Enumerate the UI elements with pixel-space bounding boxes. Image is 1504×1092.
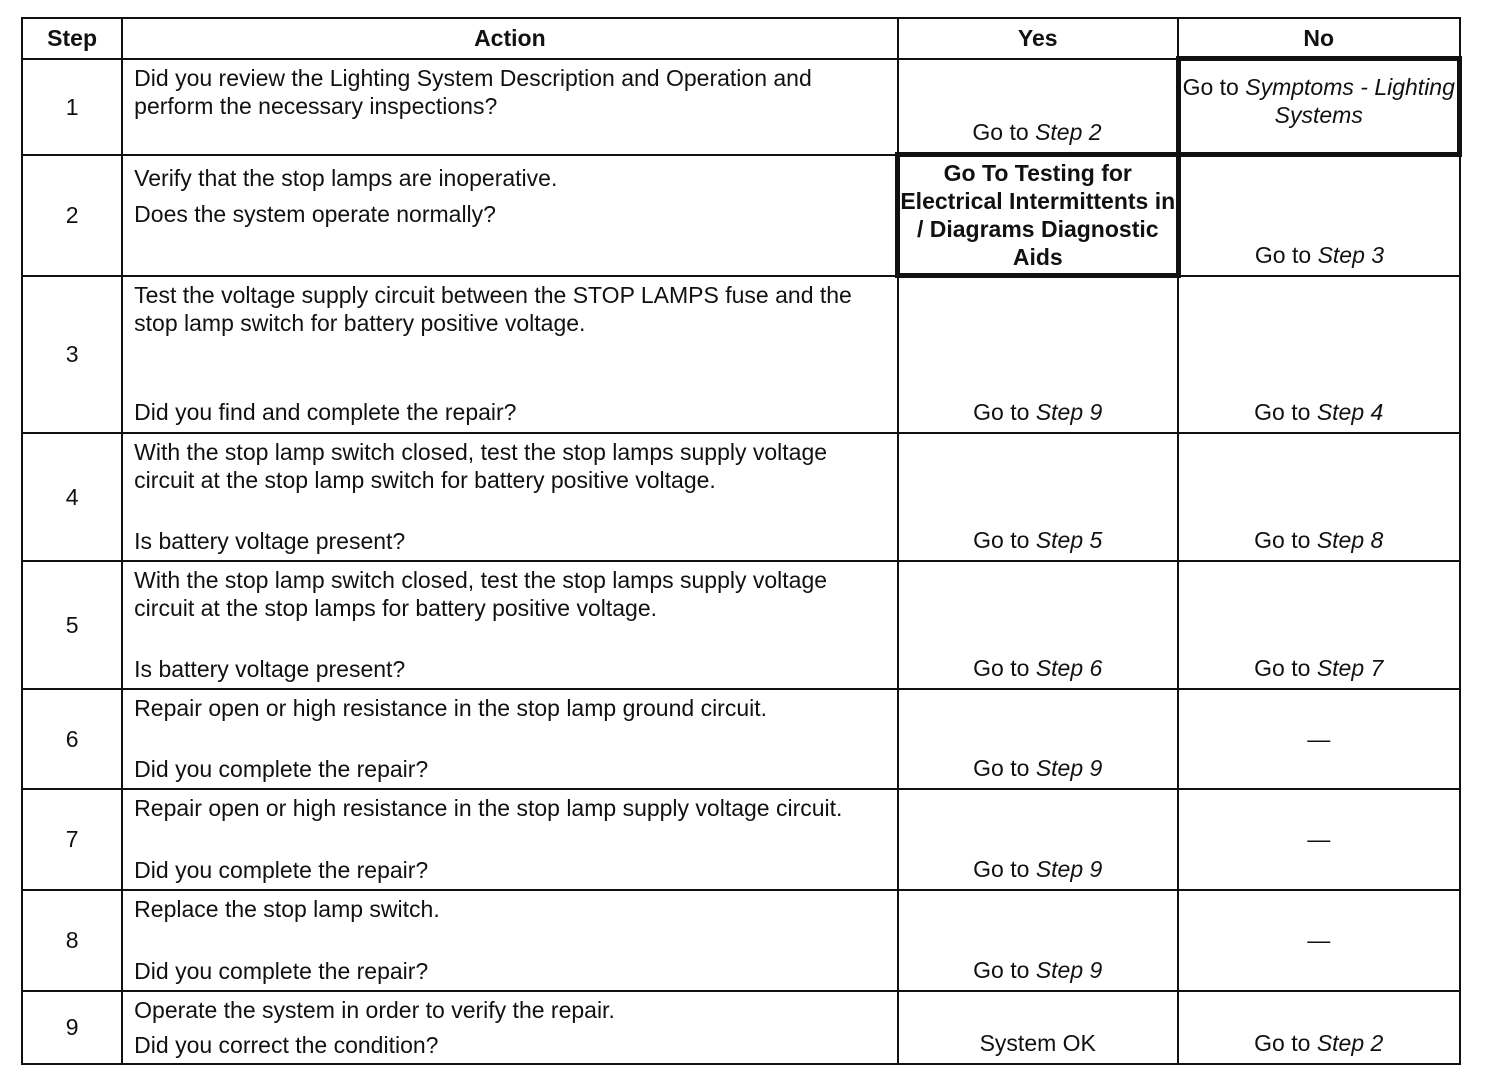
action-cell (122, 789, 897, 890)
no-cell (1178, 890, 1460, 991)
action-text: Operate the system in order to verify the repair. (134, 996, 615, 1023)
action-text: Repair open or high resistance in the stop lamp ground circuit. (134, 694, 768, 721)
diagnostic-table (21, 17, 1462, 1065)
no-cell (1178, 561, 1460, 689)
yes-step-link[interactable]: Step 9 (1035, 956, 1103, 983)
no-cell (1178, 433, 1460, 561)
action-question: Did you find and complete the repair? (134, 398, 517, 425)
yes-prefix: Go to (973, 855, 1036, 882)
step-number: 5 (22, 561, 122, 689)
step-number: 6 (22, 689, 122, 789)
table-row (22, 276, 1460, 433)
action-text: With the stop lamp switch closed, test the stop lamps supply voltage circuit at the stop lamps for battery positive voltage. (134, 566, 828, 621)
no-step-link[interactable]: Step 3 (1317, 241, 1385, 268)
no-prefix: Go to (1254, 398, 1317, 425)
yes-cell (898, 689, 1178, 789)
step-number: 2 (22, 155, 122, 276)
action-cell (122, 890, 897, 991)
action-text: Repair open or high resistance in the stop lamp supply voltage circuit. (134, 794, 843, 821)
yes-step-link[interactable]: Step 5 (1035, 526, 1103, 553)
table-row (22, 59, 1460, 155)
action-text: Did you review the Lighting System Description and Operation and perform the necessary inspections? (134, 64, 812, 119)
header-step: Step (22, 18, 122, 59)
action-cell (122, 276, 897, 433)
yes-cell (898, 890, 1178, 991)
no-step-link[interactable]: Step 2 (1316, 1029, 1384, 1056)
action-text: Verify that the stop lamps are inoperative. (134, 164, 558, 191)
table-row (22, 561, 1460, 689)
table-row (22, 789, 1460, 890)
table-row (22, 689, 1460, 789)
action-question: Did you complete the repair? (134, 755, 429, 782)
no-step-link[interactable]: Step 4 (1316, 398, 1384, 425)
yes-prefix: Go to (973, 398, 1036, 425)
action-question: Did you complete the repair? (134, 856, 429, 883)
action-cell (122, 991, 897, 1064)
no-cell (1178, 59, 1460, 155)
action-question: Is battery voltage present? (134, 655, 406, 682)
header-no: No (1178, 18, 1460, 59)
header-action: Action (122, 18, 897, 59)
step-number: 8 (22, 890, 122, 991)
no-dash: — (1307, 927, 1331, 953)
yes-cell (898, 561, 1178, 689)
yes-cell (898, 59, 1178, 155)
action-cell (122, 155, 897, 276)
no-cell (1178, 155, 1460, 276)
table-row (22, 890, 1460, 991)
no-dash: — (1307, 725, 1331, 752)
yes-prefix: Go to (973, 754, 1036, 781)
no-cell (1178, 689, 1460, 789)
action-text: With the stop lamp switch closed, test the stop lamps supply voltage circuit at the stop lamp switch for battery positive voltage. (134, 438, 828, 493)
action-cell (122, 59, 897, 155)
no-prefix: Go to (1254, 1029, 1317, 1056)
action-question: Is battery voltage present? (134, 527, 406, 554)
header-row (22, 18, 1460, 59)
action-text: Test the voltage supply circuit between the STOP LAMPS fuse and the stop lamp switch for battery positive voltage. (134, 281, 852, 336)
no-symptoms-link[interactable]: Symptoms - Lighting Systems (1245, 74, 1455, 128)
yes-cell (898, 276, 1178, 433)
action-question: Does the system operate normally? (134, 200, 496, 227)
step-number: 3 (22, 276, 122, 433)
table-row (22, 155, 1460, 276)
action-text: Replace the stop lamp switch. (134, 895, 440, 922)
step-number: 4 (22, 433, 122, 561)
yes-prefix: Go to (973, 526, 1036, 553)
no-step-link[interactable]: Step 7 (1316, 654, 1384, 681)
yes-step-link[interactable]: Step 2 (1035, 119, 1102, 145)
step-number: 1 (22, 59, 122, 155)
yes-step-link[interactable]: Step 6 (1035, 654, 1103, 681)
action-question: Did you complete the repair? (134, 957, 429, 984)
table-row (22, 991, 1460, 1064)
no-cell (1178, 276, 1460, 433)
step-number: 7 (22, 789, 122, 890)
yes-step-link[interactable]: Step 9 (1035, 398, 1103, 425)
yes-text: System OK (979, 1029, 1096, 1056)
yes-prefix: Go to (973, 956, 1036, 983)
no-prefix: Go to (1254, 241, 1318, 268)
action-cell (122, 433, 897, 561)
no-step-link[interactable]: Step 8 (1316, 526, 1384, 553)
table-row (22, 433, 1460, 561)
yes-testing-link[interactable]: Go To Testing for Electrical Intermittents in / Diagrams Diagnostic Aids (900, 160, 1176, 270)
no-cell (1178, 991, 1460, 1064)
yes-step-link[interactable]: Step 9 (1035, 754, 1103, 781)
yes-cell (898, 991, 1178, 1064)
yes-cell (898, 789, 1178, 890)
no-dash: — (1307, 826, 1331, 852)
no-prefix: Go to (1182, 74, 1246, 100)
no-prefix: Go to (1254, 654, 1317, 681)
action-cell (122, 561, 897, 689)
yes-cell (898, 433, 1178, 561)
yes-cell (898, 155, 1178, 276)
step-number: 9 (22, 991, 122, 1064)
yes-prefix: Go to (973, 654, 1036, 681)
action-question: Did you correct the condition? (134, 1031, 439, 1058)
action-cell (122, 689, 897, 789)
header-yes: Yes (898, 18, 1178, 59)
yes-step-link[interactable]: Step 9 (1035, 855, 1103, 882)
yes-prefix: Go to (972, 119, 1036, 145)
no-prefix: Go to (1254, 526, 1317, 553)
no-cell (1178, 789, 1460, 890)
